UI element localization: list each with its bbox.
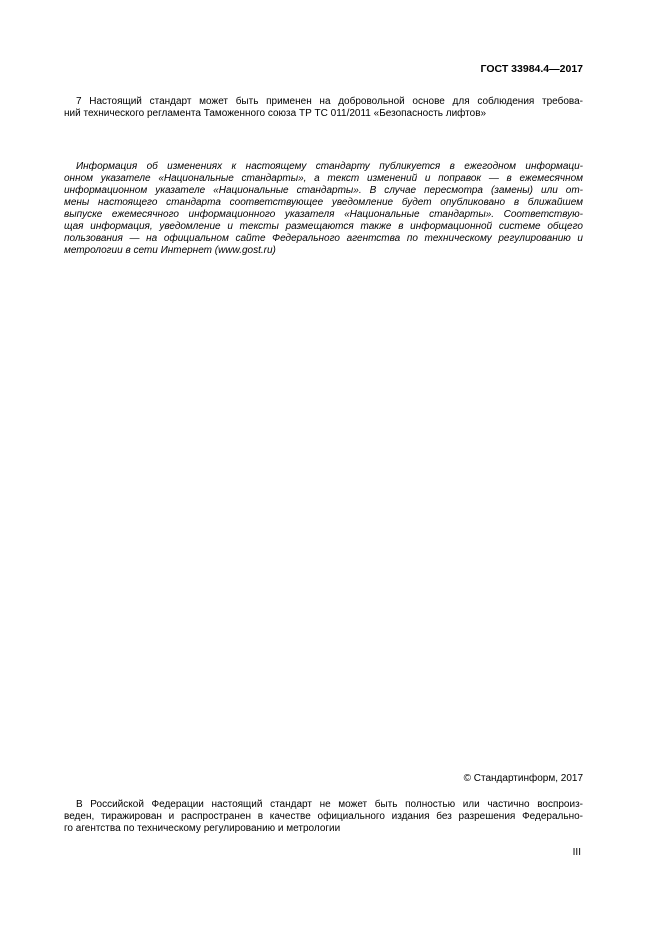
rights-notice-line-1: В Российской Федерации настоящий стандарт не может быть полностью или частично воспроиз- [76, 799, 583, 810]
document-code: ГОСТ 33984.4—2017 [480, 63, 583, 75]
rights-notice-line-2: веден, тиражирован и распространен в качестве официального издания без разрешения Федерально- [64, 811, 583, 822]
info-notice-line-5: выпуске ежемесячного информационного указателя «Национальные стандарты». Соответствую- [64, 209, 583, 220]
rights-notice-line-3: го агентства по техническому регулированию и метрологии [64, 823, 341, 834]
info-notice-line-7: пользования — на официальном сайте Федерального агентства по техническому регулированию и [64, 233, 583, 244]
clause-7-line-1: 7 Настоящий стандарт может быть применен на добровольной основе для соблюдения требова- [76, 96, 583, 107]
info-notice-line-1: Информация об изменениях к настоящему стандарту публикуется в ежегодном информаци- [76, 161, 583, 172]
info-notice-line-4: мены настоящего стандарта соответствующее уведомление будет опубликовано в ближайшем [64, 197, 583, 208]
info-notice-line-3: информационном указателе «Национальные стандарты». В случае пересмотра (замены) или от- [64, 185, 583, 196]
info-notice-line-6: щая информация, уведомление и тексты размещаются также в информационной системе общего [64, 221, 583, 232]
page-number: III [572, 847, 581, 858]
clause-7-line-2: ний технического регламента Таможенного союза ТР ТС 011/2011 «Безопасность лифтов» [64, 108, 487, 119]
info-notice-line-8: метрологии в сети Интернет (www.gost.ru) [64, 245, 276, 256]
info-notice-line-2: онном указателе «Национальные стандарты», а текст изменений и поправок — в ежемесячном [64, 173, 583, 184]
copyright: © Стандартинформ, 2017 [463, 773, 583, 784]
